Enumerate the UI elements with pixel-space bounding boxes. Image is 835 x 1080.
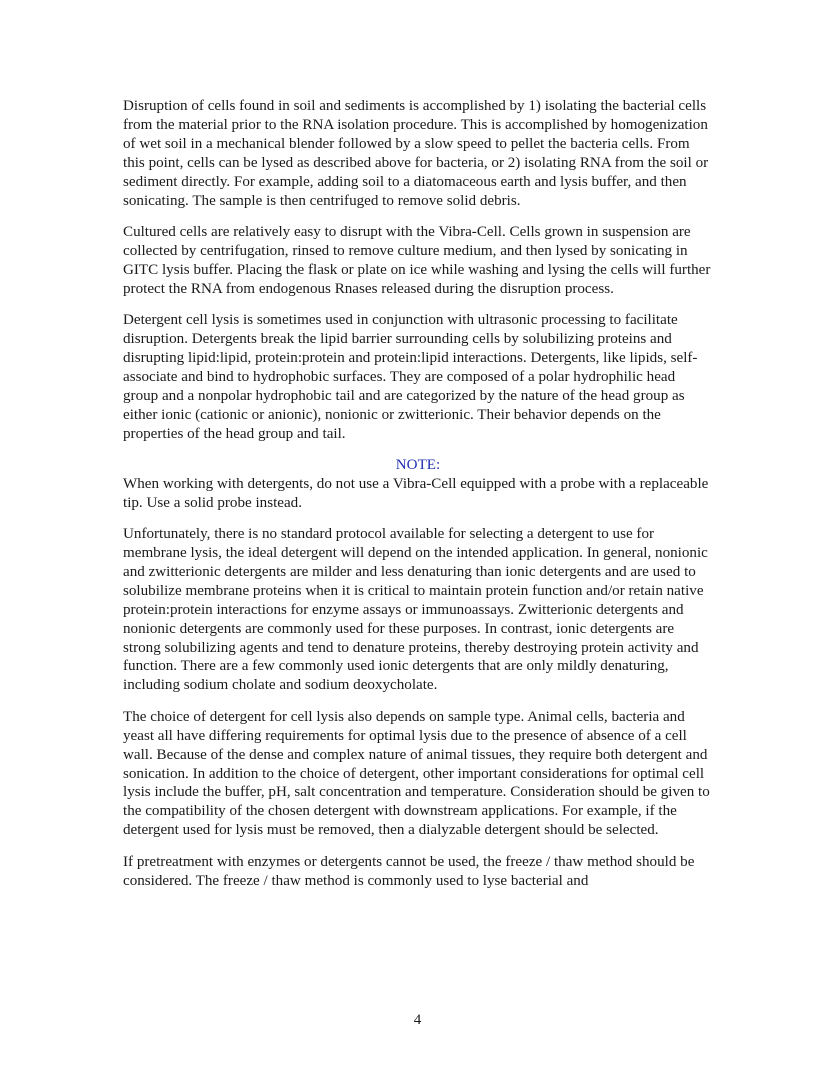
page-body <box>123 97 713 903</box>
paragraph-detergent-lysis: Detergent cell lysis is sometimes used in conjunction with ultrasonic processing to facilitate disruption. Detergents break the lipid barrier surrounding cells by solubilizing proteins and disrupting lipid:lipid, protein:protein and protein:lipid interactions. Detergents, like lipids, self-associate and bind to hydrophobic surfaces. They are composed of a polar hydrophilic head group and a nonpolar hydrophobic tail and are categorized by the nature of the head group as either ionic (cationic or anionic), nonionic or zwitterionic. Their behavior depends on the properties of the head group and tail. <box>123 312 698 442</box>
note-heading: NOTE: <box>395 456 441 473</box>
paragraph-detergent-selection: Unfortunately, there is no standard protocol available for selecting a detergent to use for membrane lysis, the ideal detergent will depend on the intended application. In general, nonionic and zwitterionic detergents are milder and less denaturing than ionic detergents and are used to solubilize membrane proteins when it is critical to maintain protein function and/or retain native protein:protein interactions for enzyme assays or immunoassays. Zwitterionic detergents and nonionic detergents are commonly used for these purposes. In contrast, ionic detergents are strong solubilizing agents and tend to denature proteins, thereby destroying protein activity and function. There are a few commonly used ionic detergents that are only mildly denaturing, including sodium cholate and sodium deoxycholate. <box>123 526 708 694</box>
paragraph-soil-disruption: Disruption of cells found in soil and sediments is accomplished by 1) isolating the bacterial cells from the material prior to the RNA isolation procedure. This is accomplished by homogenization of wet soil in a mechanical blender followed by a slow speed to pellet the bacteria cells. From this point, cells can be lysed as described above for bacteria, or 2) isolating RNA from the soil or sediment directly. For example, adding soil to a diatomaceous earth and lysis buffer, and then sonicating. The sample is then centrifuged to remove solid debris. <box>123 98 709 209</box>
paragraph-sample-type: The choice of detergent for cell lysis also depends on sample type. Animal cells, bacteria and yeast all have differing requirements for optimal lysis due to the presence of absence of a cell wall. Because of the dense and complex nature of animal tissues, they require both detergent and sonication. In addition to the choice of detergent, other important considerations for optimal cell lysis include the buffer, pH, salt concentration and temperature. Consideration should be given to the compatibility of the chosen detergent with downstream applications. For example, if the detergent used for lysis must be removed, then a dialyzable detergent should be selected. <box>123 708 710 839</box>
paragraph-freeze-thaw: If pretreatment with enzymes or detergents cannot be used, the freeze / thaw method should be considered. The freeze / thaw method is commonly used to lyse bacterial and <box>123 853 695 889</box>
page-number: 4 <box>413 1012 422 1028</box>
note-body: When working with detergents, do not use a Vibra-Cell equipped with a probe with a replaceable tip. Use a solid probe instead. <box>123 475 709 511</box>
paragraph-cultured-cells: Cultured cells are relatively easy to disrupt with the Vibra-Cell. Cells grown in suspension are collected by centrifugation, rinsed to remove culture medium, and then lysed by sonicating in GITC lysis buffer. Placing the flask or plate on ice while washing and lysing the cells will further protect the RNA from endogenous Rnases released during the disruption process. <box>123 223 711 297</box>
note-block <box>123 456 713 513</box>
